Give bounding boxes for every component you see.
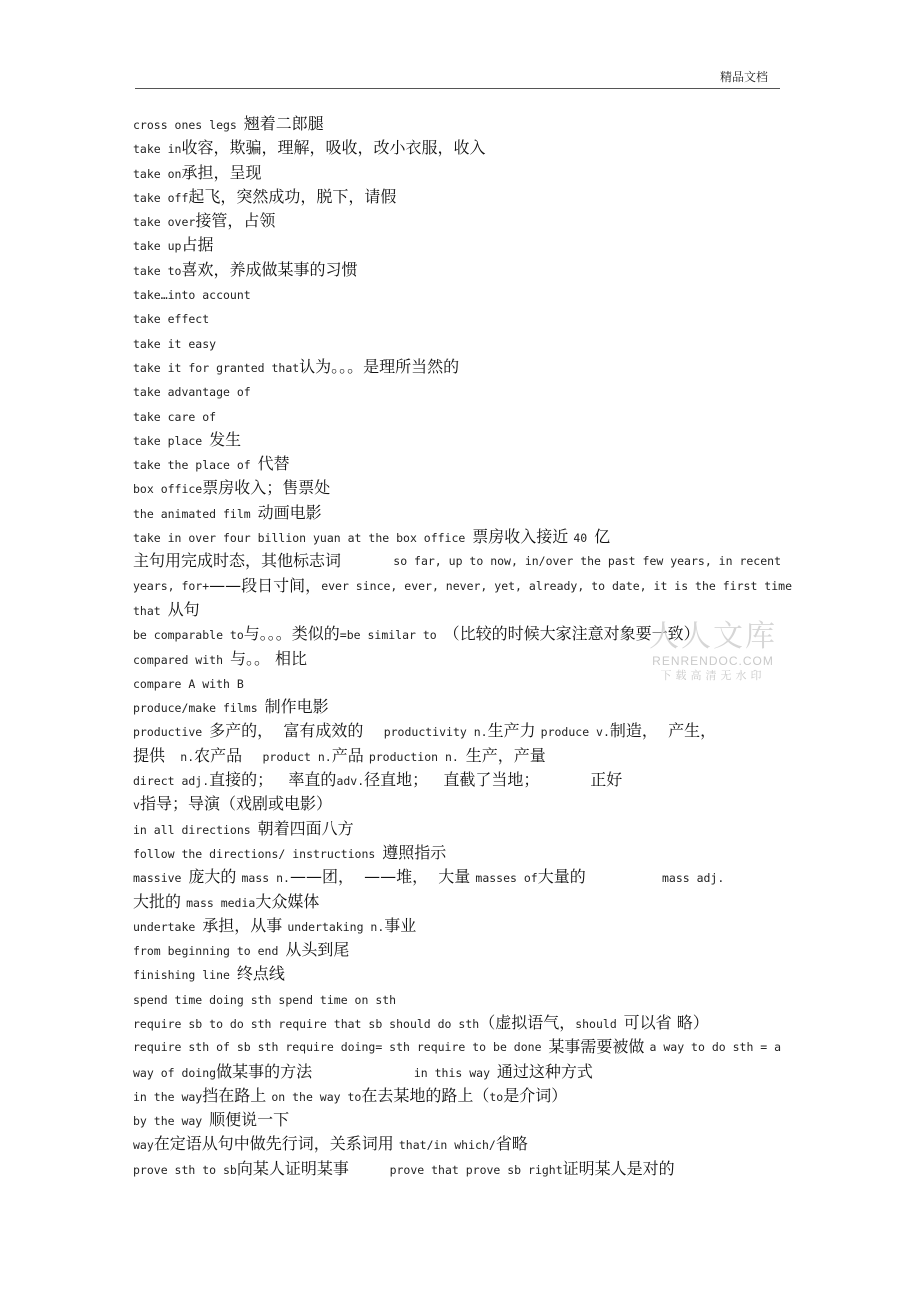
text-line (133, 1084, 781, 1108)
english-text: =be similar to (339, 628, 444, 643)
text-line (133, 501, 781, 525)
text-line (133, 233, 781, 257)
english-text: direct adj. (133, 774, 210, 789)
chinese-text: 在定语从句中做先行词，关系词用 (153, 1134, 399, 1154)
chinese-text: 省略 (495, 1134, 528, 1154)
english-text: ever since, ever, never, yet, already, to date, it is the first time (321, 578, 792, 593)
chinese-text: 通过这种方式 (496, 1061, 593, 1081)
english-text: take care of (133, 409, 217, 424)
english-text: on the way to (271, 1089, 362, 1104)
chinese-text: 认为。。。是理所当然的 (299, 356, 460, 376)
english-text: by the way (133, 1114, 210, 1129)
chinese-text: 是介词） (503, 1085, 568, 1105)
english-text: way (133, 1138, 154, 1153)
chinese-text: 多产的， 富有成效的 (209, 721, 384, 741)
chinese-text: 制作电影 (264, 697, 329, 717)
chinese-text: 代替 (257, 454, 290, 474)
chinese-text: 发生 (209, 429, 242, 449)
english-text: take effect (133, 312, 210, 327)
chinese-text: 做某事的方法 (216, 1061, 414, 1081)
text-line (133, 1132, 781, 1156)
chinese-text: 挡在路上 (202, 1085, 272, 1105)
english-text: in the way (133, 1089, 203, 1104)
chinese-text: 事业 (384, 915, 417, 935)
english-text: the animated film (133, 506, 258, 521)
english-text: compared with (133, 652, 230, 667)
text-line (133, 525, 781, 549)
english-text: production n. (368, 749, 466, 764)
text-line (133, 549, 781, 573)
english-text: v (133, 798, 140, 813)
english-text: mass n. (241, 871, 290, 886)
english-text: follow the directions/ instructions (133, 846, 383, 861)
english-text: cross ones legs (133, 118, 244, 132)
text-line (133, 914, 781, 938)
english-text: produce v. (540, 725, 610, 740)
english-text: 40 (573, 531, 595, 546)
chinese-text: 接管，占领 (195, 211, 276, 231)
text-line (133, 987, 781, 1011)
english-text: from beginning to end (133, 944, 286, 959)
chinese-text: 某事需要被做 (548, 1037, 650, 1057)
english-text: take off (133, 190, 189, 205)
english-text: undertake (133, 919, 203, 934)
english-text: spend time doing sth spend time on sth (133, 992, 397, 1007)
chinese-text: 大量的 (537, 867, 662, 887)
watermark-slogan: 下载高清无水印 (660, 669, 766, 682)
english-text: mass adj. (662, 871, 725, 886)
chinese-text: 亿 (594, 527, 611, 547)
english-text: a way to do sth = a (649, 1040, 782, 1055)
english-text: masses of (475, 871, 538, 886)
english-text: take up (133, 239, 182, 254)
english-text: take over (133, 215, 196, 230)
text-line (133, 331, 781, 355)
text-line (133, 744, 781, 768)
chinese-text: 与。。。类似的 (243, 624, 340, 644)
text-line (133, 355, 781, 379)
text-line (133, 768, 781, 792)
english-text: so far, up to now, in/over the past few years, in recent (393, 554, 781, 569)
chinese-text: 大批的 (133, 891, 187, 911)
text-line (133, 841, 781, 865)
chinese-text: 生产力 (487, 721, 541, 741)
chinese-text: 主句用完成时态，其他标志词 (133, 551, 347, 571)
text-line (133, 452, 781, 476)
chinese-text: （虚拟语气， (479, 1012, 576, 1032)
text-line (133, 962, 781, 986)
chinese-text: 从头到尾 (285, 940, 350, 960)
chinese-text: （比较的时候大家注意对象要一致） (443, 624, 700, 644)
english-text: that (133, 603, 168, 618)
english-text: productive (133, 725, 210, 740)
text-line (133, 282, 781, 306)
english-text: take it for granted that (133, 360, 300, 375)
chinese-text: 收容，欺骗，理解，吸收，改小衣服，收入 (181, 138, 486, 158)
english-text: to (489, 1089, 504, 1104)
chinese-text: 动画电影 (257, 502, 322, 522)
text-line (133, 1108, 781, 1132)
english-text: take…into account (133, 288, 251, 303)
chinese-text: 直接的； 率直的 (209, 770, 337, 790)
english-text: in all directions (133, 822, 258, 837)
chinese-text: 占据 (181, 235, 214, 255)
english-text: productivity n. (383, 725, 488, 740)
chinese-text: 指导；导演（戏剧或电影） (139, 794, 332, 814)
chinese-text: 径直地； 直截了当地； 正好 (364, 770, 623, 790)
english-text: compare A with B (133, 676, 244, 691)
chinese-text: 票房收入；售票处 (202, 478, 331, 498)
chinese-text: ——段日寸间， (209, 575, 322, 595)
text-line (133, 938, 781, 962)
chinese-text: 遵照指示 (382, 842, 447, 862)
text-line (133, 185, 781, 209)
english-text: take in (133, 142, 182, 157)
chinese-text: 与。。 相比 (229, 648, 308, 668)
chinese-text: 终点线 (236, 964, 285, 984)
chinese-text: 朝着四面八方 (257, 818, 354, 838)
chinese-text: 喜欢，养成做某事的习惯 (181, 259, 358, 279)
chinese-text: 票房收入接近 (472, 527, 574, 547)
text-line (133, 306, 781, 330)
text-line (133, 428, 781, 452)
english-text: be comparable to (133, 628, 244, 643)
english-text: prove sth to sb (133, 1162, 237, 1177)
chinese-text: 制造， 产生， (609, 721, 717, 741)
text-line (133, 574, 792, 598)
text-line (133, 792, 781, 816)
header-label: 精品文档 (719, 70, 768, 84)
header-rule (135, 88, 780, 89)
english-text: should (575, 1016, 624, 1031)
english-text: take the place of (133, 458, 258, 473)
watermark-title: 人人文库 (649, 619, 777, 654)
english-text: undertaking n. (287, 919, 385, 934)
chinese-text: 可以省 略） (623, 1012, 709, 1032)
chinese-text: ——团， ——堆， 大量 (289, 867, 476, 887)
chinese-text: 证明某人是对的 (562, 1158, 675, 1178)
english-text: years, for+ (133, 578, 210, 593)
english-text: in this way (413, 1065, 497, 1080)
text-line (133, 719, 781, 743)
watermark (648, 620, 778, 684)
chinese-text: 大众媒体 (255, 891, 320, 911)
text-line (133, 379, 781, 403)
chinese-text: 产品 (331, 745, 369, 765)
english-text: take in over four billion yuan at the box office (133, 531, 473, 546)
english-text: take place (133, 433, 210, 448)
english-text: take advantage of (133, 385, 251, 400)
text-line (133, 476, 781, 500)
chinese-text: 生产，产量 (465, 745, 546, 765)
english-text: require sb to do sth require that sb should do sth (133, 1016, 480, 1031)
chinese-text: 承担，呈现 (181, 162, 262, 182)
english-text: prove that prove sb right (389, 1162, 563, 1177)
english-text: adv. (336, 774, 365, 789)
chinese-text: 顺便说一下 (209, 1110, 290, 1130)
chinese-text: 承担，从事 (202, 915, 288, 935)
english-text: mass media (186, 895, 256, 910)
english-text: way of doing (133, 1065, 217, 1080)
text-line (133, 136, 781, 160)
english-text: box office (133, 482, 203, 497)
english-text: that/in which/ (398, 1138, 496, 1153)
text-line (133, 258, 781, 282)
chinese-text: 起飞，突然成功，脱下，请假 (188, 186, 397, 206)
text-line (133, 890, 781, 914)
chinese-text: 在去某地的路上（ (361, 1085, 490, 1105)
text-line (133, 161, 781, 185)
text-line (133, 1011, 781, 1035)
text-line (133, 404, 781, 428)
chinese-text: 农产品 (194, 745, 263, 765)
chinese-text: 翘着二郎腿 (243, 114, 324, 133)
english-text: require sth of sb sth require doing= sth require to be done (133, 1040, 549, 1055)
english-text: finishing line (133, 968, 237, 983)
chinese-text: 庞大的 (188, 867, 242, 887)
chinese-text: 从句 (167, 599, 200, 619)
text-line (133, 112, 781, 136)
english-text: massive (133, 871, 189, 886)
english-text: product n. (262, 749, 332, 764)
english-text: n. (180, 749, 195, 764)
text-line (133, 1035, 781, 1059)
chinese-text: 提供 (133, 745, 181, 765)
english-text: take it easy (133, 336, 217, 351)
english-text: take on (133, 166, 182, 181)
text-line (133, 695, 781, 719)
text-line (133, 1157, 781, 1181)
text-line (133, 1060, 781, 1084)
text-line (133, 209, 781, 233)
text-line (133, 817, 781, 841)
english-text: take to (133, 263, 182, 278)
text-line (133, 865, 781, 889)
chinese-text: 向某人证明某事 (236, 1158, 390, 1178)
english-text: produce/make films (133, 701, 265, 716)
watermark-domain: RENRENDOC.COM (652, 654, 774, 668)
